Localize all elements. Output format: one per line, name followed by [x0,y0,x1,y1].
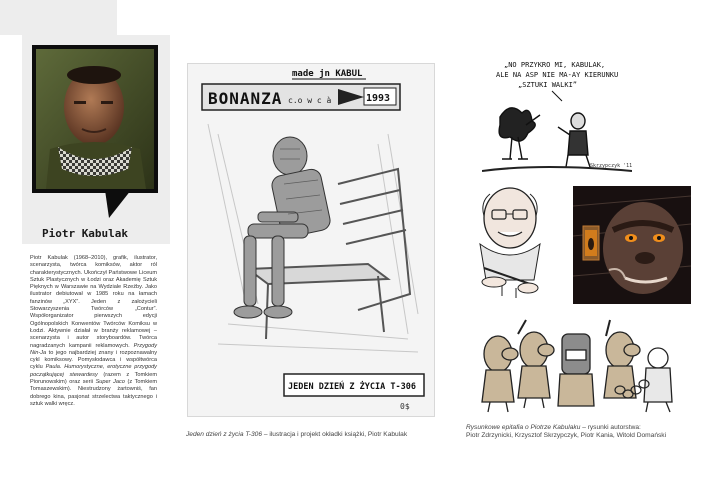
cartoon-speech-line: „SZTUKI WALKI” [518,81,578,89]
cover-top-label: made jn KABUL [292,69,363,79]
cover-banner-sub: c.o w c à [288,96,332,105]
book-cover-art [188,64,434,416]
gallery-caption-rest: – rysunki autorstwa: [580,424,641,431]
portrait-photo [36,49,154,189]
bio-part: (razem z Tomkiem Piorunowskim) oraz serii [30,371,157,386]
bio-part-italic: Super Jaco [95,379,125,386]
caricature-drawing [470,182,550,300]
speech-bubble-tail [105,190,133,220]
author-name: Piotr Kabulak [41,227,129,240]
cartoon-signature: Skrzypczyk '11 [590,163,632,169]
gorilla-painting [573,186,691,304]
cover-banner-year: 1993 [366,93,391,104]
book-cover-caption [186,431,446,438]
cartoon-speech-line: „NO PRZYKRO MI, KABULAK, [504,61,606,69]
cartoon-speech-line: ALE NA ASP NIE MA-AY KIERUNKU [496,71,619,79]
cartoon-asp-drawing [482,55,632,175]
book-cover-illustration [187,63,435,417]
gallery-caption-authors: Piotr Zdrzynicki, Krzysztof Skrzypczyk, Piotr Kania, Witold Domański [466,432,667,440]
header-gray-block [0,0,117,35]
hooded-figures-drawing [470,318,680,414]
portrait-frame [32,45,158,193]
book-caption-title: Jeden dzień z życia T-306 [186,431,262,438]
bio-part-italic: Przygody Nin-Ja [30,342,157,356]
book-caption-rest: – ilustracja i projekt okładki książki, Piotr Kabulak [262,431,408,438]
gallery-caption-title: Rysunkowe epitafia o Piotrze Kabulaku [466,424,581,431]
author-bio [30,255,157,408]
bio-part: (z Tomkiem Tomaszewskim). Niestrudzony żartowniś, fan dobrego kina, pasjonat strzelectwa taktycznego i sztuk walki wręcz. [30,379,158,407]
gallery-caption [466,424,696,441]
cover-strip-title: JEDEN DZIEŃ Z ŻYCIA T-306 [288,382,416,392]
bio-part: to jego najbardziej znany i rozpoznawalny cykl komiksowy. Pomysłodawca i współtwórca cyklu [30,349,157,371]
cover-banner-title: BONANZA [208,89,283,108]
bio-part: Piotr Kabulak (1968–2010), grafik, ilustrator, scenarzysta, twórca komiksów, aktor ról charakterystycznych. Ukończył Państwowe Liceum Sztuk Plastycznych w Łodzi oraz Akademię Sztuk Pięknych w Warszawie na Wydziale Rzeźby. Jako ilustrator debiutował w 1985 roku na łamach fanzinów „XYX”. Jeden z założycieli Stowarzyszenia Twórców „Contur”. Współorganizator pierwszych edycji Ogólnopolskich Konwentów Twórców Komiksu w Łodzi. Aktywnie działał w branży reklamowej – scenarzysta i autor storyboardów. Twórca nagradzanych kampanii reklamowych. [30,255,157,349]
cover-corner-mark: 0$ [400,402,410,411]
bio-part-italic: Paula. Humorystyczne, erotyczne przygody początkującej stewardesy [30,364,157,378]
